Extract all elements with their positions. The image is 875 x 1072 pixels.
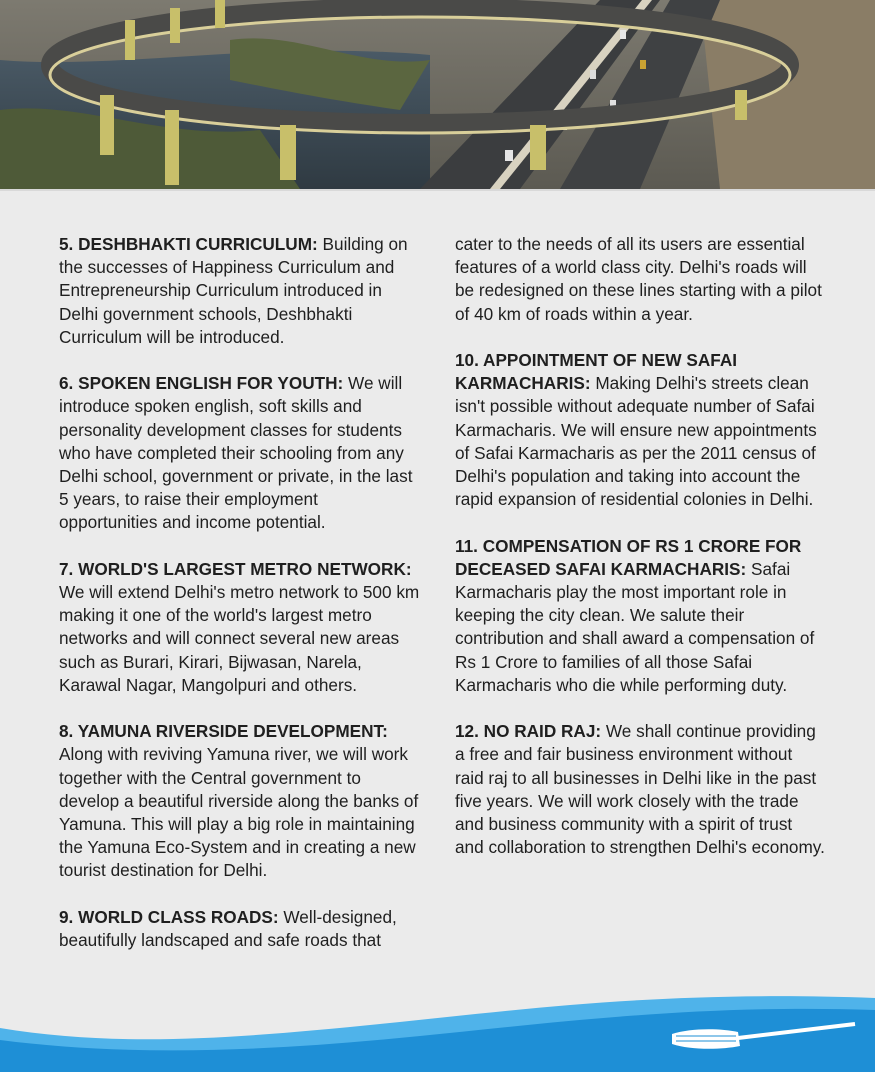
item-7 <box>59 558 421 697</box>
item-9 <box>59 906 421 952</box>
item-11 <box>455 535 825 697</box>
left-column <box>59 233 421 975</box>
flyover-illustration <box>0 0 875 189</box>
item-10 <box>455 349 825 511</box>
item-10-body: Making Delhi's streets clean isn't possible without adequate number of Safai Karmacharis. We will ensure new appointments of Safai Karmacharis as per the 2011 census of Delhi's population and taking into account the rapid expansion of residential colonies in Delhi. <box>455 373 817 510</box>
item-5 <box>59 233 421 349</box>
item-7-heading: 7. WORLD'S LARGEST METRO NETWORK: <box>59 558 412 579</box>
item-5-body: Building on the successes of Happiness Curriculum and Entrepreneurship Curriculum introduced in Delhi government schools, Deshbhakti Curriculum will be introduced. <box>59 234 408 347</box>
item-9-heading: 9. WORLD CLASS ROADS: <box>59 906 279 927</box>
wave-graphic <box>0 988 875 1072</box>
item-6-heading: 6. SPOKEN ENGLISH FOR YOUTH: <box>59 373 344 394</box>
item-11-heading: 11. COMPENSATION OF RS 1 CRORE FOR DECEASED SAFAI KARMACHARIS: <box>455 535 802 579</box>
item-12-heading: 12. NO RAID RAJ: <box>455 721 602 742</box>
flyover-photo <box>0 0 875 191</box>
item-12 <box>455 720 825 859</box>
item-9-continued: cater to the needs of all its users are essential features of a world class city. Delhi's roads will be redesigned on these lines starting with a pilot of 40 km of roads within a year. <box>455 234 822 324</box>
right-column <box>455 233 825 883</box>
item-12-body: We shall continue providing a free and fair business environment without raid raj to all businesses in Delhi like in the past five years. We will work closely with the trade and business community with a spirit of trust and collaboration to strengthen Delhi's economy. <box>455 721 825 858</box>
item-8-heading: 8. YAMUNA RIVERSIDE DEVELOPMENT: <box>59 721 388 742</box>
item-8-body: Along with reviving Yamuna river, we will work together with the Central government to develop a beautiful riverside along the banks of Yamuna. This will play a big role in maintaining the Yamuna Eco-System and in creating a new tourist destination for Delhi. <box>59 744 419 881</box>
item-6 <box>59 372 421 534</box>
item-7-body: We will extend Delhi's metro network to 500 km making it one of the world's largest metro networks and will connect several new areas such as Burari, Kirari, Bijwasan, Narela, Karawal Nagar, Mangolpuri and others. <box>59 582 420 695</box>
footer-wave <box>0 988 875 1072</box>
item-6-body: We will introduce spoken english, soft skills and personality development classes for students who have completed their schooling from any Delhi school, government or private, in the last 5 years, to raise their employment opportunities and income potential. <box>59 373 413 533</box>
item-10-heading: 10. APPOINTMENT OF NEW SAFAI KARMACHARIS: <box>455 350 738 394</box>
item-5-heading: 5. DESHBHAKTI CURRICULUM: <box>59 234 318 254</box>
item-9-body: Well-designed, beautifully landscaped and safe roads that <box>59 906 397 951</box>
item-11-body: Safai Karmacharis play the most important role in keeping the city clean. We salute their contribution and shall award a compensation of Rs 1 Crore to families of all those Safai Karmacharis who die while performing duty. <box>455 558 815 695</box>
item-8 <box>59 720 421 882</box>
